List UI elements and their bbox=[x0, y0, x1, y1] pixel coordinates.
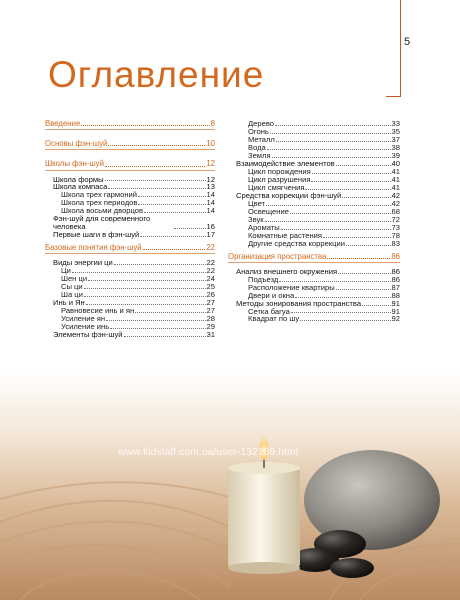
toc-entry-title: Сетка багуа bbox=[248, 306, 290, 316]
dot-leader bbox=[291, 312, 391, 313]
toc-entry-title: Ароматы bbox=[248, 222, 280, 232]
dot-leader bbox=[143, 249, 206, 250]
toc-entry-title: Фэн-шуй для современного человека bbox=[53, 214, 151, 232]
toc-entry-title: Усиление инь bbox=[61, 322, 110, 332]
dot-leader bbox=[108, 145, 205, 146]
dot-leader bbox=[84, 288, 206, 289]
toc-entry[interactable] bbox=[45, 231, 215, 239]
dot-leader bbox=[338, 273, 390, 274]
dot-leader bbox=[336, 289, 391, 290]
candle-stones-photo bbox=[0, 372, 460, 600]
toc-entry-page-number: 27 bbox=[206, 306, 215, 316]
toc-entry-title: Базовые понятия фэн-шуй bbox=[45, 243, 142, 253]
toc-entry-page-number: 86 bbox=[391, 274, 400, 284]
corner-vertical-rule bbox=[400, 0, 401, 96]
dot-leader bbox=[86, 304, 206, 305]
toc-entry-title: Освещение bbox=[248, 206, 289, 216]
toc-section-entry[interactable] bbox=[45, 160, 215, 168]
toc-entry-page-number: 22 bbox=[206, 266, 215, 276]
dot-leader bbox=[266, 205, 391, 206]
dot-leader bbox=[275, 125, 391, 126]
toc-entry-page-number: 14 bbox=[206, 198, 215, 208]
toc-entry-title: Звук bbox=[248, 214, 264, 224]
page-number: 5 bbox=[404, 36, 411, 48]
toc-entry-page-number: 83 bbox=[391, 238, 400, 248]
toc-entry-page-number: 41 bbox=[391, 166, 400, 176]
toc-entry-page-number: 24 bbox=[206, 274, 215, 284]
section-underline bbox=[45, 129, 215, 130]
toc-entry-page-number: 29 bbox=[206, 322, 215, 332]
watermark: www.kidstaff.com.ua/user-132189.html bbox=[118, 446, 299, 458]
toc-entry-page-number: 86 bbox=[391, 251, 400, 261]
dot-leader bbox=[114, 264, 206, 265]
section-underline bbox=[45, 170, 215, 171]
toc-entry-title: Ша ци bbox=[61, 290, 83, 300]
toc-entry-page-number: 91 bbox=[391, 306, 400, 316]
toc-section-entry[interactable] bbox=[45, 120, 215, 128]
toc-entry-page-number: 22 bbox=[206, 258, 215, 268]
toc-entry[interactable] bbox=[228, 240, 400, 248]
toc-entry-page-number: 91 bbox=[391, 298, 400, 308]
dot-leader bbox=[144, 212, 206, 213]
dot-leader bbox=[110, 328, 205, 329]
dot-leader bbox=[342, 197, 390, 198]
toc-entry-page-number: 78 bbox=[391, 230, 400, 240]
toc-entry-title: Сы ци bbox=[61, 282, 83, 292]
toc-entry-page-number: 17 bbox=[206, 230, 215, 240]
toc-entry-page-number: 33 bbox=[391, 119, 400, 128]
toc-entry-title: Подъезд bbox=[248, 274, 279, 284]
toc-entry-title: Ци bbox=[61, 266, 71, 276]
dot-leader bbox=[290, 213, 391, 214]
toc-section-entry[interactable] bbox=[228, 253, 400, 261]
toc-entry-title: Цикл порождения bbox=[248, 166, 311, 176]
toc-entry-title: Виды энергии ци bbox=[53, 258, 113, 268]
toc-entry-page-number: 39 bbox=[391, 150, 400, 160]
dot-leader bbox=[323, 237, 391, 238]
toc-entry-page-number: 73 bbox=[391, 222, 400, 232]
toc-entry-title: Взаимодействие элементов bbox=[236, 158, 335, 168]
toc-entry-title: Двери и окна bbox=[248, 290, 295, 300]
toc-entry-title: Дерево bbox=[248, 119, 274, 128]
toc-entry[interactable] bbox=[45, 331, 215, 339]
dot-leader bbox=[72, 272, 206, 273]
toc-entry-page-number: 25 bbox=[206, 282, 215, 292]
dot-leader bbox=[108, 188, 205, 189]
toc-entry-title: Основы фэн-шуй bbox=[45, 139, 108, 149]
toc-entry-page-number: 14 bbox=[206, 190, 215, 200]
dot-leader bbox=[311, 181, 390, 182]
dot-leader bbox=[265, 221, 391, 222]
toc-entry-title: Школа восьми дворцов bbox=[61, 206, 144, 216]
toc-entry-title: Квадрат по шу bbox=[248, 314, 300, 324]
dot-leader bbox=[336, 165, 391, 166]
toc-entry-page-number: 16 bbox=[206, 222, 215, 232]
toc-entry-title: Равновесие инь и ян bbox=[61, 306, 135, 316]
toc-entry-page-number: 40 bbox=[391, 158, 400, 168]
toc-entry-page-number: 10 bbox=[206, 139, 215, 149]
toc-entry-page-number: 22 bbox=[206, 243, 215, 253]
toc-entry-title: Школа трех периодов bbox=[61, 198, 138, 208]
toc-entry-page-number: 27 bbox=[206, 298, 215, 308]
toc-entry-title: Расположение квартиры bbox=[248, 282, 335, 292]
toc-entry-title: Вода bbox=[248, 142, 266, 152]
dot-leader bbox=[174, 228, 206, 229]
dot-leader bbox=[267, 149, 391, 150]
toc-entry-title: Металл bbox=[248, 134, 275, 144]
dot-leader bbox=[279, 281, 390, 282]
toc-entry-page-number: 28 bbox=[206, 314, 215, 324]
toc-column-right bbox=[228, 120, 400, 323]
toc-entry-page-number: 12 bbox=[206, 174, 215, 184]
toc-section-entry[interactable] bbox=[45, 244, 215, 252]
toc-entry-title: Анализ внешнего окружения bbox=[236, 266, 338, 276]
toc-entry-page-number: 37 bbox=[391, 134, 400, 144]
toc-entry-title: Школы фэн-шуй bbox=[45, 159, 104, 169]
dot-leader bbox=[305, 189, 390, 190]
dot-leader bbox=[276, 141, 391, 142]
dot-leader bbox=[81, 125, 209, 126]
toc-entry-title: Первые шаги в фэн-шуй bbox=[53, 230, 140, 240]
toc-entry-page-number: 42 bbox=[391, 198, 400, 208]
toc-entry-title: Средства коррекции фэн-шуй bbox=[236, 190, 342, 200]
toc-entry-title: Школа трех гармоний bbox=[61, 190, 138, 200]
toc-entry-title: Комнатные растения bbox=[248, 230, 322, 240]
toc-entry-page-number: 86 bbox=[391, 266, 400, 276]
toc-entry-page-number: 38 bbox=[391, 142, 400, 152]
toc-entry-title: Школа компаса bbox=[53, 182, 108, 192]
toc-entry-title: Введение bbox=[45, 119, 81, 128]
toc-entry-page-number: 92 bbox=[391, 314, 400, 324]
toc-entry[interactable] bbox=[228, 315, 400, 323]
dot-leader bbox=[135, 312, 205, 313]
toc-entry-page-number: 12 bbox=[206, 159, 215, 169]
corner-horizontal-rule bbox=[386, 96, 401, 97]
section-underline bbox=[228, 262, 400, 263]
toc-entry-title: Инь и Ян bbox=[53, 298, 85, 308]
toc-entry-page-number: 87 bbox=[391, 282, 400, 292]
toc-entry-title: Цвет bbox=[248, 198, 266, 208]
dot-leader bbox=[327, 258, 390, 259]
toc-entry-title: Элементы фэн-шуй bbox=[53, 330, 123, 340]
toc-entry-title: Организация пространства bbox=[228, 251, 327, 261]
dot-leader bbox=[105, 166, 205, 167]
dot-leader bbox=[295, 297, 390, 298]
toc-entry-page-number: 42 bbox=[391, 190, 400, 200]
toc-entry-title: Другие средства коррекции bbox=[248, 238, 345, 248]
toc-entry-page-number: 31 bbox=[206, 330, 215, 340]
toc-entry-page-number: 68 bbox=[391, 206, 400, 216]
dot-leader bbox=[124, 336, 206, 337]
toc-column-left bbox=[45, 120, 215, 339]
dot-leader bbox=[346, 245, 391, 246]
dot-leader bbox=[138, 204, 205, 205]
dot-leader bbox=[272, 157, 391, 158]
section-underline bbox=[45, 149, 215, 150]
toc-entry-page-number: 88 bbox=[391, 290, 400, 300]
dot-leader bbox=[270, 133, 391, 134]
dot-leader bbox=[140, 236, 205, 237]
dot-leader bbox=[105, 180, 206, 181]
dot-leader bbox=[106, 320, 205, 321]
toc-entry-page-number: 26 bbox=[206, 290, 215, 300]
toc-entry-title: Цикл смягчения bbox=[248, 182, 305, 192]
toc-entry-page-number: 8 bbox=[210, 119, 215, 128]
toc-entry-page-number: 14 bbox=[206, 206, 215, 216]
toc-entry-title: Шен ци bbox=[61, 274, 88, 284]
toc-entry-title: Огонь bbox=[248, 126, 269, 136]
toc-entry-page-number: 41 bbox=[391, 174, 400, 184]
toc-entry-title: Земля bbox=[248, 150, 271, 160]
toc-entry-title: Цикл разрушения bbox=[248, 174, 311, 184]
dot-leader bbox=[138, 196, 206, 197]
dot-leader bbox=[312, 173, 391, 174]
toc-entry-title: Методы зонирования пространства bbox=[236, 298, 362, 308]
toc-entry-title: Школа формы bbox=[53, 174, 104, 184]
toc-entry-page-number: 35 bbox=[391, 126, 400, 136]
toc-entry[interactable] bbox=[45, 215, 215, 231]
dot-leader bbox=[84, 296, 206, 297]
section-underline bbox=[45, 253, 215, 254]
toc-entry-page-number: 41 bbox=[391, 182, 400, 192]
toc-section-entry[interactable] bbox=[45, 140, 215, 148]
dot-leader bbox=[88, 280, 205, 281]
dot-leader bbox=[281, 229, 391, 230]
toc-entry-page-number: 72 bbox=[391, 214, 400, 224]
dot-leader bbox=[362, 305, 390, 306]
toc-entry-page-number: 13 bbox=[206, 182, 215, 192]
page-title: Оглавление bbox=[48, 54, 265, 95]
dot-leader bbox=[300, 320, 390, 321]
toc-entry-title: Усиление ян bbox=[61, 314, 106, 324]
